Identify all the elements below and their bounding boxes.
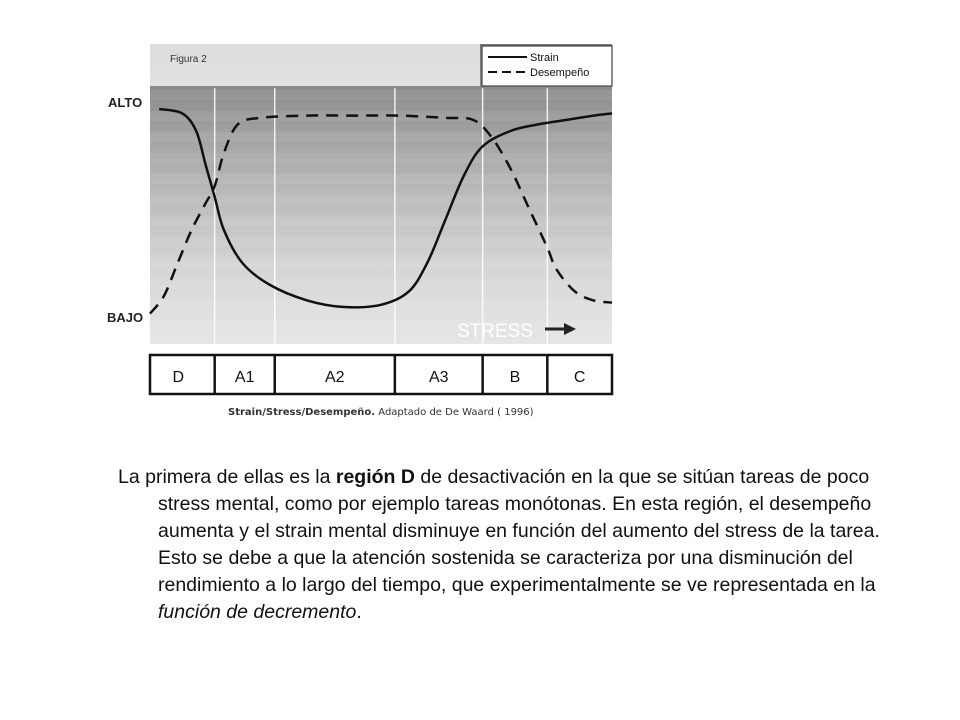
figure-label: Figura 2 [170, 54, 207, 65]
y-label-high: ALTO [108, 95, 143, 110]
body-bold-region-d: región D [335, 466, 415, 488]
plot-band [150, 174, 612, 184]
plot-band [150, 153, 612, 163]
body-text-2: de desactivación en la que se sitúan tareas de poco stress mental, como por ejemplo tareas monótonas. En esta región, el desempeño aumenta y el strain mental disminuye en función del aumento del stress de la tarea. Esto se debe a que la atención sostenida se caracteriza por una disminución del rendimiento a lo largo del tiempo, que experimentalmente se ve representada en la [158, 466, 880, 596]
legend-performance-label: Desempeño [530, 67, 590, 79]
plot-band [150, 90, 612, 100]
region-label-c: C [573, 369, 586, 386]
region-table [150, 355, 612, 394]
region-label-b: B [509, 369, 521, 386]
legend-strain-label: Strain [530, 52, 559, 64]
plot-top-band [150, 44, 480, 86]
x-axis-label: STRESS [457, 321, 534, 342]
region-label-a2: A2 [325, 369, 345, 386]
plot-band [150, 111, 612, 121]
body-text-3: . [356, 601, 362, 623]
plot-area [150, 44, 612, 344]
region-label-d: D [172, 369, 185, 386]
region-label-a3: A3 [428, 369, 449, 386]
caption-bold: Strain/Stress/Desempeño. [228, 407, 376, 418]
region-label-a1: A1 [234, 369, 255, 386]
plot-band [150, 279, 612, 289]
body-paragraph [118, 464, 898, 626]
y-label-low: BAJO [107, 310, 144, 325]
plot-band [150, 132, 612, 142]
plot-band [150, 258, 612, 268]
caption-rest: Adaptado de De Waard ( 1996) [375, 407, 534, 418]
body-text-1: La primera de ellas es la [118, 466, 336, 488]
figure-caption [228, 407, 534, 418]
plot-band [150, 195, 612, 205]
plot-band [150, 321, 612, 331]
body-italic-funcion: función de decremento [158, 601, 357, 623]
